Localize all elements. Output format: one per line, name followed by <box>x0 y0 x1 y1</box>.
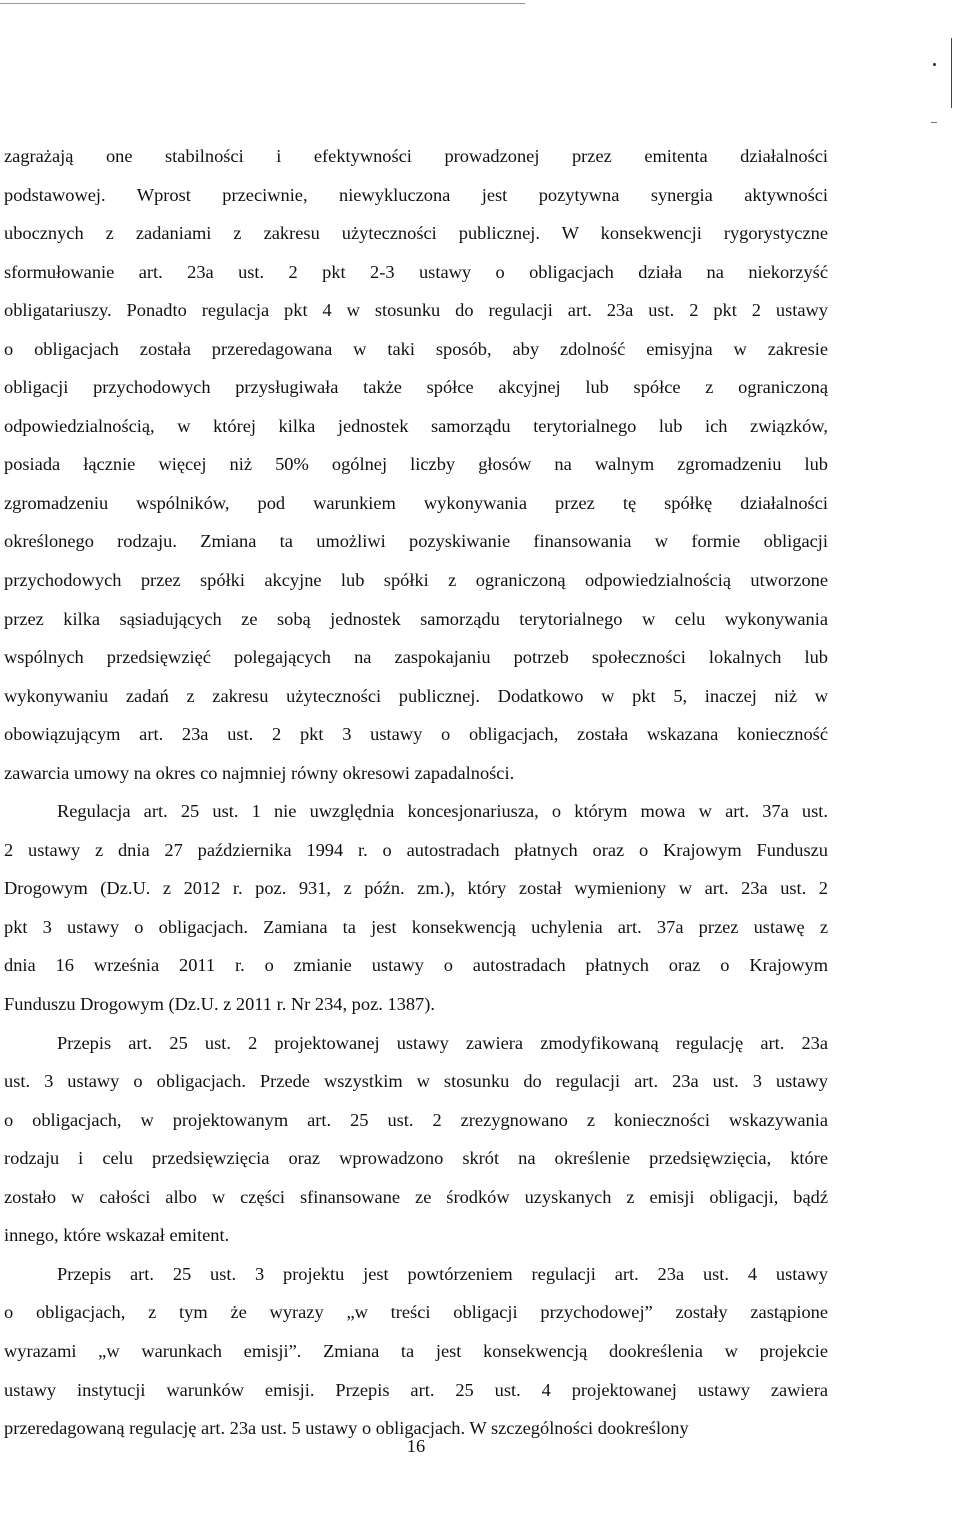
text-line: określonego rodzaju. Zmiana ta umożliwi pozyskiwanie finansowania w formie obligacji <box>4 531 828 552</box>
text-line: rodzaju i celu przedsięwzięcia oraz wprowadzono skrót na określenie przedsięwzięcia, które <box>4 1148 828 1169</box>
document-body <box>4 137 828 1448</box>
text-line: przez kilka sąsiadujących ze sobą jednostek samorządu terytorialnego w celu wykonywania <box>4 608 828 629</box>
top-scan-rule <box>0 3 525 4</box>
text-line: pkt 3 ustawy o obligacjach. Zamiana ta jest konsekwencją uchylenia art. 37a przez ustawę z <box>4 916 828 937</box>
scan-edge-mark <box>951 38 952 108</box>
text-line: Przepis art. 25 ust. 2 projektowanej ustawy zawiera zmodyfikowaną regulację art. 23a <box>57 1032 828 1053</box>
text-line: wyrazami „w warunkach emisji”. Zmiana ta jest konsekwencją dookreślenia w projekcie <box>4 1340 828 1361</box>
text-line: odpowiedzialnością, w której kilka jednostek samorządu terytorialnego lub ich związków, <box>4 415 828 436</box>
text-line: zostało w całości albo w części sfinansowane ze środków uzyskanych z emisji obligacji, bądź <box>4 1186 828 1207</box>
text-line: zagrażają one stabilności i efektywności prowadzonej przez emitenta działalności <box>4 146 828 166</box>
page-number: 16 <box>406 1436 426 1456</box>
text-line: zawarcia umowy na okres co najmniej równy okresowi zapadalności. <box>4 762 515 783</box>
scan-speck <box>933 63 936 66</box>
text-line: obligatariuszy. Ponadto regulacja pkt 4 w stosunku do regulacji art. 23a ust. 2 pkt 2 ustawy <box>4 300 828 321</box>
text-line: wykonywaniu zadań z zakresu użyteczności publicznej. Dodatkowo w pkt 5, inaczej niż w <box>4 685 828 706</box>
text-line: ustawy instytucji warunków emisji. Przepis art. 25 ust. 4 projektowanej ustawy zawiera <box>4 1379 828 1400</box>
text-line: Przepis art. 25 ust. 3 projektu jest powtórzeniem regulacji art. 23a ust. 4 ustawy <box>57 1263 828 1284</box>
text-line: zgromadzeniu wspólników, pod warunkiem wykonywania przez tę spółkę działalności <box>4 492 828 513</box>
paragraph <box>4 1255 828 1448</box>
text-line: ust. 3 ustawy o obligacjach. Przede wszystkim w stosunku do regulacji art. 23a ust. 3 ustawy <box>4 1071 828 1092</box>
text-line: ubocznych z zadaniami z zakresu użyteczności publicznej. W konsekwencji rygorystyczne <box>4 223 828 244</box>
text-line: Funduszu Drogowym (Dz.U. z 2011 r. Nr 234, poz. 1387). <box>4 994 435 1015</box>
paragraph <box>4 792 828 1023</box>
text-line: o obligacjach, w projektowanym art. 25 ust. 2 zrezygnowano z konieczności wskazywania <box>4 1109 828 1130</box>
paragraph <box>4 1024 828 1255</box>
text-line: Drogowym (Dz.U. z 2012 r. poz. 931, z późn. zm.), który został wymieniony w art. 23a ust. 2 <box>4 878 828 899</box>
text-line: wspólnych przedsięwzięć polegających na zaspokajaniu potrzeb społeczności lokalnych lub <box>4 647 828 668</box>
text-line: obowiązującym art. 23a ust. 2 pkt 3 ustawy o obligacjach, została wskazana konieczność <box>4 724 828 745</box>
text-line: posiada łącznie więcej niż 50% ogólnej liczby głosów na walnym zgromadzeniu lub <box>4 454 828 475</box>
text-line: 2 ustawy z dnia 27 października 1994 r. o autostradach płatnych oraz o Krajowym Funduszu <box>4 839 828 860</box>
text-line: dnia 16 września 2011 r. o zmianie ustawy o autostradach płatnych oraz o Krajowym <box>4 955 828 976</box>
text-line: obligacji przychodowych przysługiwała także spółce akcyjnej lub spółce z ograniczoną <box>4 377 828 398</box>
text-line: innego, które wskazał emitent. <box>4 1225 230 1246</box>
paragraph <box>4 137 828 792</box>
text-line: przeredagowaną regulację art. 23a ust. 5 ustawy o obligacjach. W szczególności dookreślony <box>4 1418 689 1439</box>
text-line: o obligacjach została przeredagowana w taki sposób, aby zdolność emisyjna w zakresie <box>4 338 828 359</box>
text-line: podstawowej. Wprost przeciwnie, niewykluczona jest pozytywna synergia aktywności <box>4 184 828 205</box>
text-line: Regulacja art. 25 ust. 1 nie uwzględnia koncesjonariusza, o którym mowa w art. 37a ust. <box>57 801 828 822</box>
text-line: o obligacjach, z tym że wyrazy „w treści obligacji przychodowej” zostały zastąpione <box>4 1302 828 1323</box>
scan-speck <box>931 122 937 123</box>
text-line: przychodowych przez spółki akcyjne lub spółki z ograniczoną odpowiedzialnością utworzone <box>4 570 828 591</box>
text-line: sformułowanie art. 23a ust. 2 pkt 2-3 ustawy o obligacjach działa na niekorzyść <box>4 261 828 282</box>
